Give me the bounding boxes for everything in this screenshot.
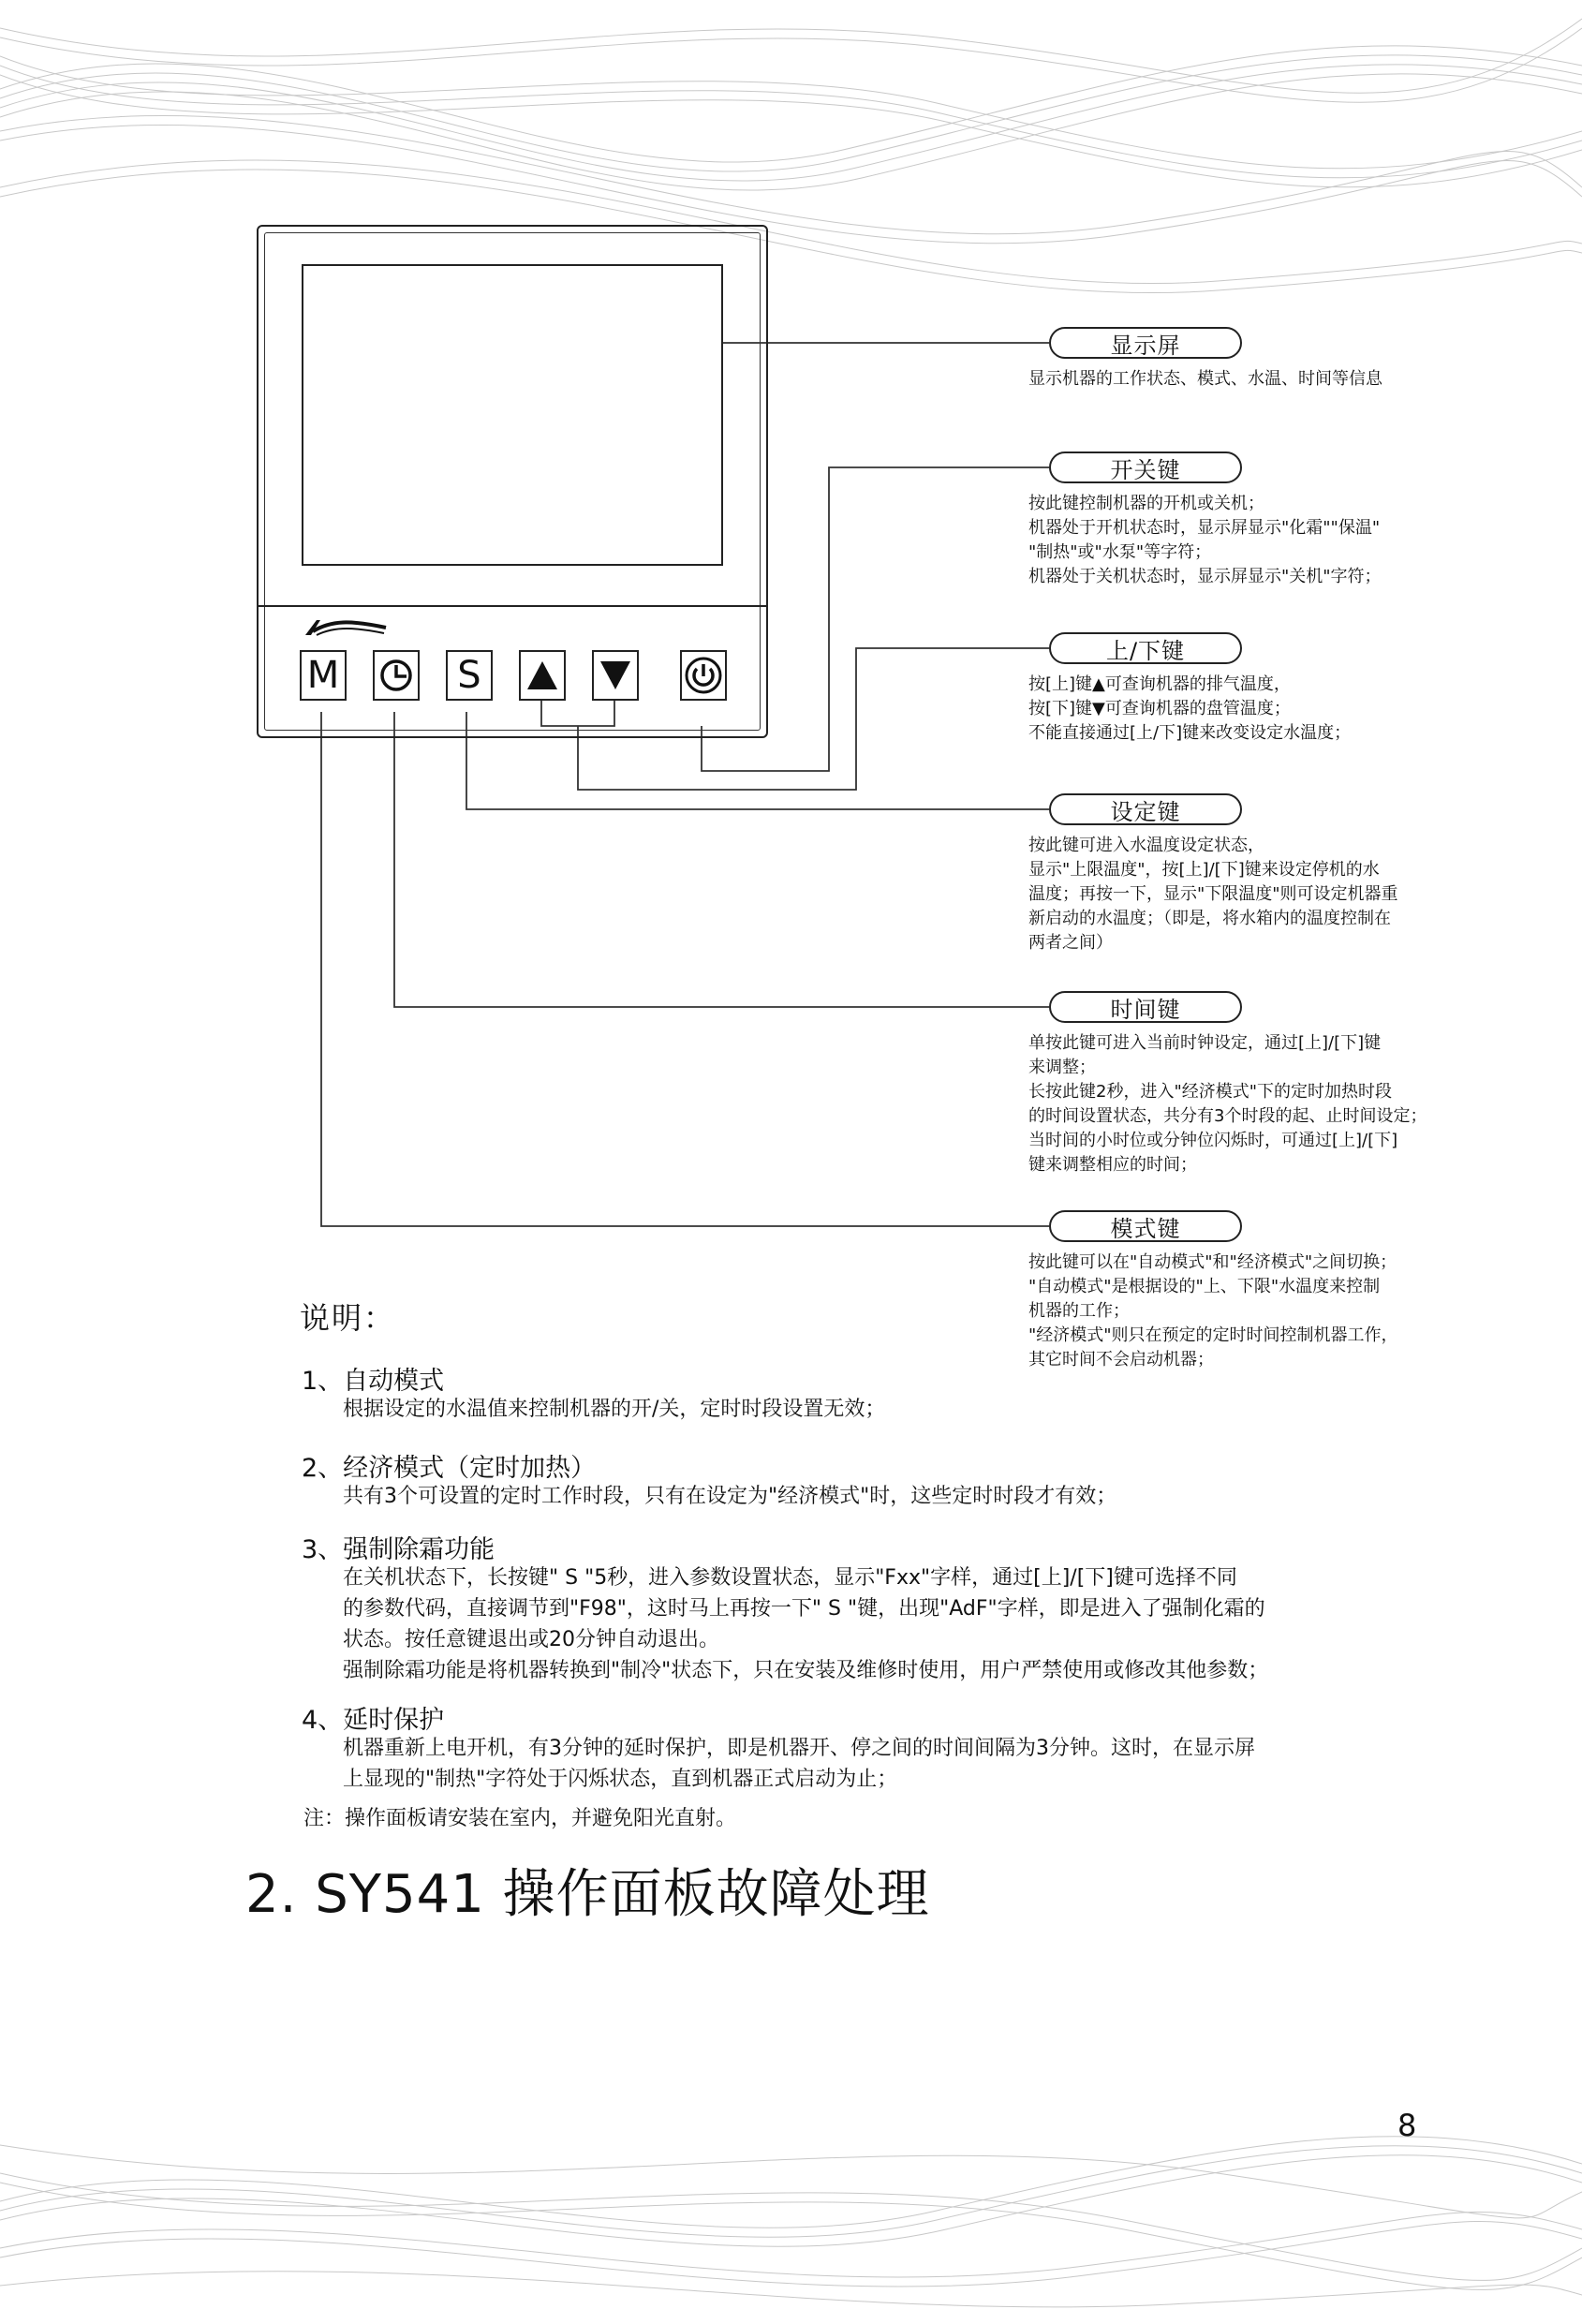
page-number: 8 xyxy=(1397,2108,1417,2143)
note-heading-auto: 1、自动模式 xyxy=(302,1367,445,1396)
display-screen xyxy=(302,264,723,566)
callout-desc-display: 显示机器的工作状态、模式、水温、时间等信息 xyxy=(1028,369,1382,389)
control-panel xyxy=(257,225,768,738)
callout-title-power: 开关键 xyxy=(1049,451,1242,483)
set-key[interactable] xyxy=(446,650,493,701)
triangle-up-icon xyxy=(525,659,559,692)
installation-caution: 注：操作面板请安装在室内，并避免阳光直射。 xyxy=(303,1807,737,1830)
mode-key-label: M xyxy=(306,654,340,697)
note-heading-economy: 2、经济模式（定时加热） xyxy=(302,1454,597,1483)
note-heading-defrost: 3、强制除霜功能 xyxy=(302,1535,495,1564)
set-key-label: S xyxy=(457,654,481,697)
note-heading-delay: 4、延时保护 xyxy=(302,1706,445,1735)
power-icon xyxy=(684,656,723,695)
callout-desc-time: 单按此键可进入当前时钟设定，通过[上]/[下]键 来调整； 长按此键2秒，进入"经济模式"下的定时加热时段 的时间设置状态，共分有3个时段的起、止时间设定； 当时间的小时位或分钟位闪烁时，可通过[上]/[下] 键来调整相应的时间； xyxy=(1028,1033,1427,1175)
power-key[interactable] xyxy=(680,650,727,701)
clock-icon xyxy=(378,658,414,693)
callout-title-display: 显示屏 xyxy=(1049,327,1242,359)
callout-title-mode: 模式键 xyxy=(1049,1210,1242,1242)
mode-key[interactable] xyxy=(300,650,347,701)
clock-key[interactable] xyxy=(373,650,420,701)
decorative-wave-bottom xyxy=(0,2089,1582,2324)
note-body-defrost: 在关机状态下，长按键" S "5秒，进入参数设置状态，显示"Fxx"字样，通过[上]/[下]键可选择不同 的参数代码，直接调节到"F98"，这时马上再按一下" S "键，出现"AdF"字样，即是进入了强制化霜的 状态。按任意键退出或20分钟自动退出。 强制除霜功能是将机器转换到"制冷"状态下，只在安装及维修时使用，用户严禁使用或修改其他参数； xyxy=(343,1566,1269,1682)
callout-desc-set: 按此键可进入水温度设定状态， 显示"上限温度"，按[上]/[下]键来设定停机的水 温度；再按一下，显示"下限温度"则可设定机器重 新启动的水温度；（即是，将水箱内的温度控制在 两者之间） xyxy=(1028,836,1398,953)
brand-logo xyxy=(303,616,388,639)
section-title: 2. SY541 操作面板故障处理 xyxy=(245,1864,930,1925)
callout-desc-updown: 按[上]键▲可查询机器的排气温度， 按[下]键▼可查询机器的盘管温度； 不能直接通过[上/下]键来改变设定水温度； xyxy=(1028,674,1352,743)
down-key[interactable] xyxy=(592,650,639,701)
note-body-auto: 根据设定的水温值来控制机器的开/关，定时时段设置无效； xyxy=(343,1398,886,1421)
callout-title-time: 时间键 xyxy=(1049,991,1242,1023)
up-key[interactable] xyxy=(519,650,566,701)
callout-desc-power: 按此键控制机器的开机或关机； 机器处于开机状态时，显示屏显示"化霜""保温" "制热"或"水泵"等字符； 机器处于关机状态时，显示屏显示"关机"字符； xyxy=(1028,494,1382,586)
note-body-economy: 共有3个可设置的定时工作时段，只有在设定为"经济模式"时，这些定时时段才有效； xyxy=(343,1485,1117,1508)
callout-desc-mode: 按此键可以在"自动模式"和"经济模式"之间切换； "自动模式"是根据设的"上、下限"水温度来控制 机器的工作； "经济模式"则只在预定的定时时间控制机器工作， 其它时间不会启动机器； xyxy=(1028,1252,1398,1369)
callout-title-updown: 上/下键 xyxy=(1049,632,1242,664)
notes-title: 说明： xyxy=(300,1300,396,1336)
callout-title-set: 设定键 xyxy=(1049,793,1242,825)
note-body-delay: 机器重新上电开机，有3分钟的延时保护，即是机器开、停之间的时间间隔为3分钟。这时，在显示屏 上显现的"制热"字符处于闪烁状态，直到机器正式启动为止； xyxy=(343,1737,1255,1791)
triangle-down-icon xyxy=(599,659,632,692)
panel-divider xyxy=(259,605,766,607)
